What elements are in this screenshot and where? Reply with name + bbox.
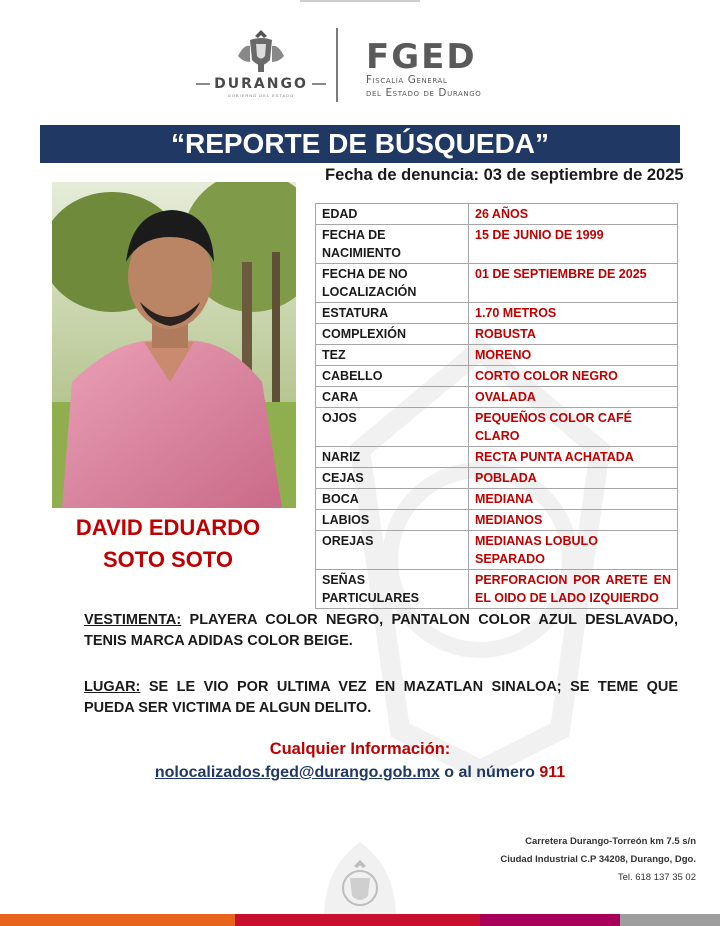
table-row xyxy=(316,264,678,303)
detail-value: CORTO COLOR NEGRO xyxy=(469,366,678,387)
clothing-text: PLAYERA COLOR NEGRO, PANTALON COLOR AZUL DESLAVADO, TENIS MARCA ADIDAS COLOR BEIGE. xyxy=(84,612,678,649)
contact-phone-number: 911 xyxy=(539,764,566,781)
contact-heading: Cualquier Información: xyxy=(269,740,451,758)
detail-label: EDAD xyxy=(316,204,469,225)
address-phone: Tel. 618 137 35 02 xyxy=(617,872,696,883)
detail-label: OREJAS xyxy=(316,531,469,570)
table-row xyxy=(316,387,678,408)
table-row xyxy=(316,324,678,345)
location-description xyxy=(84,677,678,719)
detail-label: NARIZ xyxy=(316,447,469,468)
detail-value: 26 AÑOS xyxy=(469,204,678,225)
fged-logo xyxy=(366,37,536,100)
table-row xyxy=(316,366,678,387)
footer-color-bar xyxy=(0,914,720,926)
durango-logo-subtext: GOBIERNO DEL ESTADO xyxy=(227,93,295,98)
location-text: SE LE VIO POR ULTIMA VEZ EN MAZATLAN SINALOA; SE TEME QUE PUEDA SER VICTIMA DE ALGUN DELITO. xyxy=(84,679,678,716)
contact-connector: o al número xyxy=(439,764,540,781)
address-line1: Carretera Durango-Torreón km 7.5 s/n xyxy=(525,836,696,847)
detail-label: OJOS xyxy=(316,408,469,447)
detail-label: CEJAS xyxy=(316,468,469,489)
table-row xyxy=(316,204,678,225)
detail-label: CARA xyxy=(316,387,469,408)
person-name-line1: DAVID EDUARDO xyxy=(75,515,261,540)
address-block xyxy=(500,833,696,887)
fged-subtitle-line1: Fiscalía General xyxy=(366,74,448,86)
report-title-banner: “REPORTE DE BÚSQUEDA” xyxy=(40,125,680,163)
detail-value: OVALADA xyxy=(469,387,678,408)
detail-label: ESTATURA xyxy=(316,303,469,324)
detail-label: SEÑAS PARTICULARES xyxy=(316,570,469,609)
table-row xyxy=(316,225,678,264)
detail-label: COMPLEXIÓN xyxy=(316,324,469,345)
location-label: LUGAR: xyxy=(84,679,141,695)
fged-title: FGED xyxy=(366,37,477,77)
person-photo xyxy=(52,182,296,508)
contact-line xyxy=(0,764,720,782)
details-table xyxy=(315,203,678,609)
person-name xyxy=(50,512,286,576)
table-row xyxy=(316,510,678,531)
person-name-line2: SOTO SOTO xyxy=(103,547,233,572)
table-row xyxy=(316,345,678,366)
contact-email-link[interactable]: nolocalizados.fged@durango.gob.mx xyxy=(154,764,440,781)
clothing-description xyxy=(84,610,678,652)
table-row xyxy=(316,303,678,324)
detail-label: CABELLO xyxy=(316,366,469,387)
detail-value: MORENO xyxy=(469,345,678,366)
detail-value: MEDIANAS LOBULO SEPARADO xyxy=(469,531,678,570)
detail-value: PEQUEÑOS COLOR CAFÉ CLARO xyxy=(469,408,678,447)
detail-value: POBLADA xyxy=(469,468,678,489)
detail-label: FECHA DE NACIMIENTO xyxy=(316,225,469,264)
detail-value: PERFORACION POR ARETE EN EL OIDO DE LADO IZQUIERDO xyxy=(469,570,678,609)
detail-value: RECTA PUNTA ACHATADA xyxy=(469,447,678,468)
detail-value: 15 DE JUNIO DE 1999 xyxy=(469,225,678,264)
fged-subtitle-line2: del Estado de Durango xyxy=(366,87,482,99)
address-line2: Ciudad Industrial C.P 34208, Durango, Dgo. xyxy=(500,854,696,865)
state-seal-icon xyxy=(318,838,402,918)
detail-value: MEDIANA xyxy=(469,489,678,510)
detail-value: MEDIANOS xyxy=(469,510,678,531)
detail-label: TEZ xyxy=(316,345,469,366)
detail-label: FECHA DE NO LOCALIZACIÓN xyxy=(316,264,469,303)
detail-value: 1.70 METROS xyxy=(469,303,678,324)
detail-value: 01 DE SEPTIEMBRE DE 2025 xyxy=(469,264,678,303)
detail-label: BOCA xyxy=(316,489,469,510)
table-row xyxy=(316,447,678,468)
top-divider xyxy=(300,0,420,2)
durango-logo xyxy=(196,26,326,106)
table-row xyxy=(316,570,678,609)
report-date: Fecha de denuncia: 03 de septiembre de 2025 xyxy=(325,166,684,184)
detail-label: LABIOS xyxy=(316,510,469,531)
table-row xyxy=(316,489,678,510)
detail-value: ROBUSTA xyxy=(469,324,678,345)
table-row xyxy=(316,531,678,570)
table-row xyxy=(316,468,678,489)
durango-crest-icon xyxy=(234,26,288,74)
table-row xyxy=(316,408,678,447)
clothing-label: VESTIMENTA: xyxy=(84,612,182,628)
header-divider xyxy=(336,28,338,102)
durango-logo-text: DURANGO xyxy=(214,76,308,92)
